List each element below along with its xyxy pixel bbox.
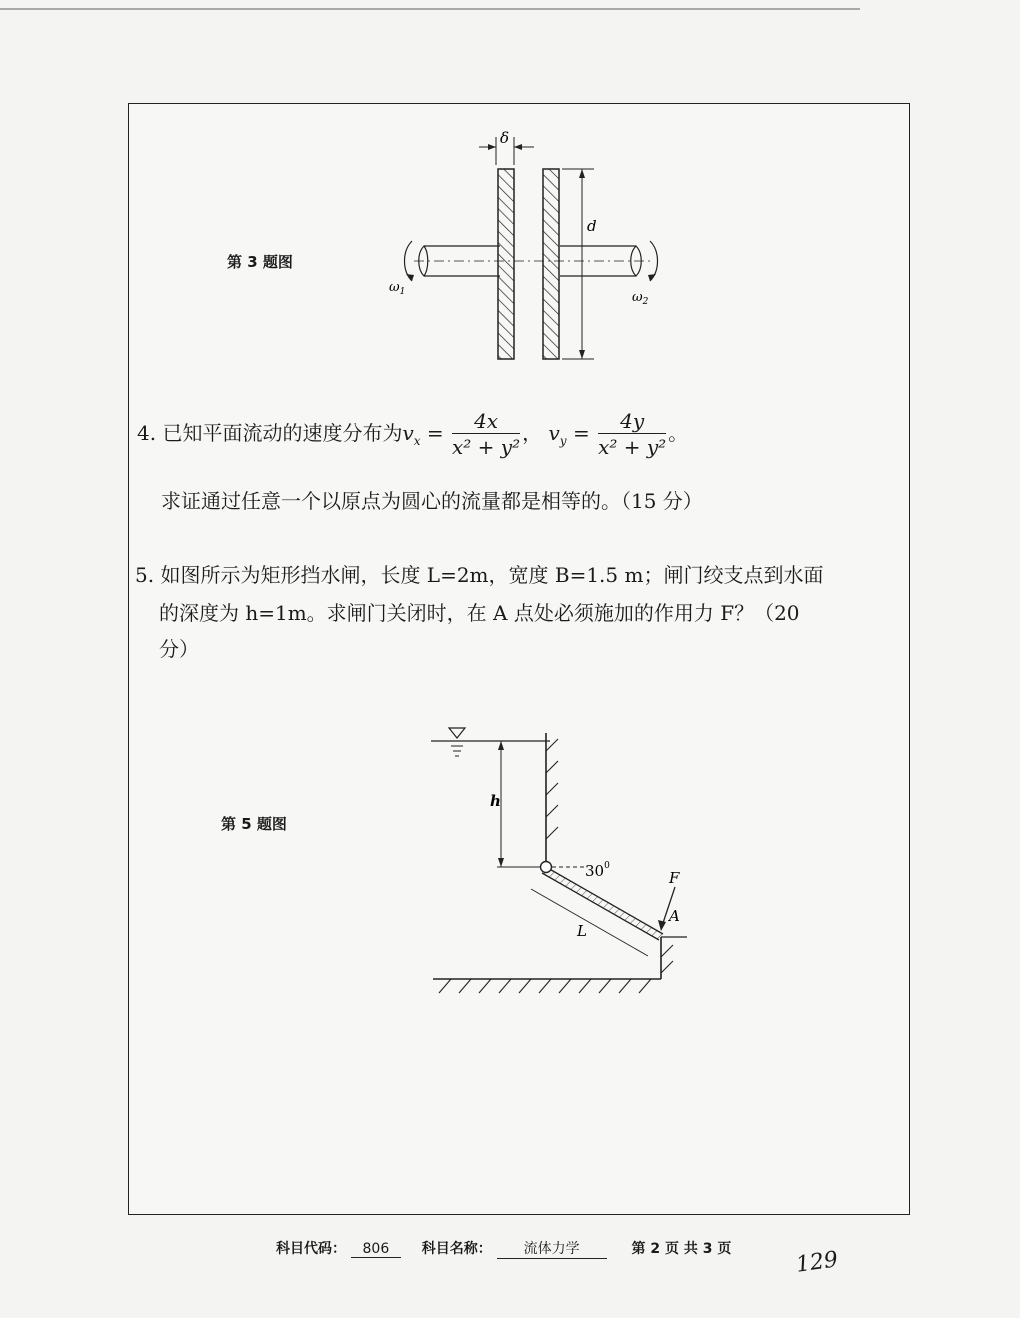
handwritten-page-number: 129 <box>794 1247 840 1278</box>
page-footer <box>276 1238 731 1259</box>
page-info: 第 2 页 共 3 页 <box>631 1241 732 1257</box>
vx-symbol: v <box>402 421 414 445</box>
question-5-line-1: 5. 如图所示为矩形挡水闸，长度 L=2m，宽度 B=1.5 m；闸门绞支点到水面 <box>135 563 824 587</box>
subject-code-label: 科目代码： <box>276 1241 346 1257</box>
question-5-line-2: 的深度为 h=1m。求闸门关闭时，在 A 点处必须施加的作用力 F？（20 <box>159 601 800 625</box>
L-label: L <box>577 922 587 940</box>
question-4-text: 求证通过任意一个以原点为圆心的流量都是相等的。（15 分） <box>161 489 703 513</box>
vy-numerator: 4y <box>598 409 666 434</box>
scan-edge-line <box>0 8 860 10</box>
figure-5-diagram <box>425 721 725 1001</box>
svg-text:300 <box>585 861 610 880</box>
vx-fraction <box>452 409 520 460</box>
omega1-subscript: 1 <box>399 287 406 297</box>
figure-3-label: 第 3 题图 <box>227 253 293 271</box>
subject-code-value: 806 <box>351 1241 401 1258</box>
figure-3-diagram <box>384 129 684 369</box>
exam-page-frame <box>128 103 910 1215</box>
vy-fraction <box>598 409 666 460</box>
angle-value: 30 <box>585 862 605 880</box>
vx-numerator: 4x <box>452 409 520 434</box>
d-label: d <box>587 217 597 235</box>
vy-subscript: y <box>559 434 567 448</box>
vy-denominator: x² + y² <box>598 435 667 459</box>
angle-degree: 0 <box>604 861 610 871</box>
vx-denominator: x² + y² <box>452 435 521 459</box>
vy-symbol: v <box>548 421 560 445</box>
question-5-line-3: 分） <box>159 637 199 661</box>
question-4-formula-line: 4. 已知平面流动的速度分布为$v_x$ = $\frac{4x}{\text{x² + y²}}$ ， $v_y$ = $\frac{4y}{\text{x² + y²}}$ 。 <box>137 409 689 459</box>
svg-text:ω1 <box>389 280 405 297</box>
F-label: F <box>669 869 680 887</box>
figure-5-label: 第 5 题图 <box>221 815 287 833</box>
question-4-lead: 已知平面流动的速度分布为 <box>162 421 403 445</box>
vx-subscript: x <box>413 434 421 448</box>
delta-label: δ <box>500 129 510 147</box>
h-label: h <box>490 792 501 810</box>
subject-name-value: 流体力学 <box>497 1238 607 1259</box>
omega2-subscript: 2 <box>642 297 649 307</box>
A-label: A <box>669 907 680 925</box>
omega1-symbol: ω <box>389 280 400 295</box>
omega2-symbol: ω <box>632 290 643 305</box>
subject-name-label: 科目名称： <box>421 1241 492 1257</box>
question-4-number: 4. <box>137 421 157 445</box>
svg-text:ω2 <box>632 290 649 307</box>
